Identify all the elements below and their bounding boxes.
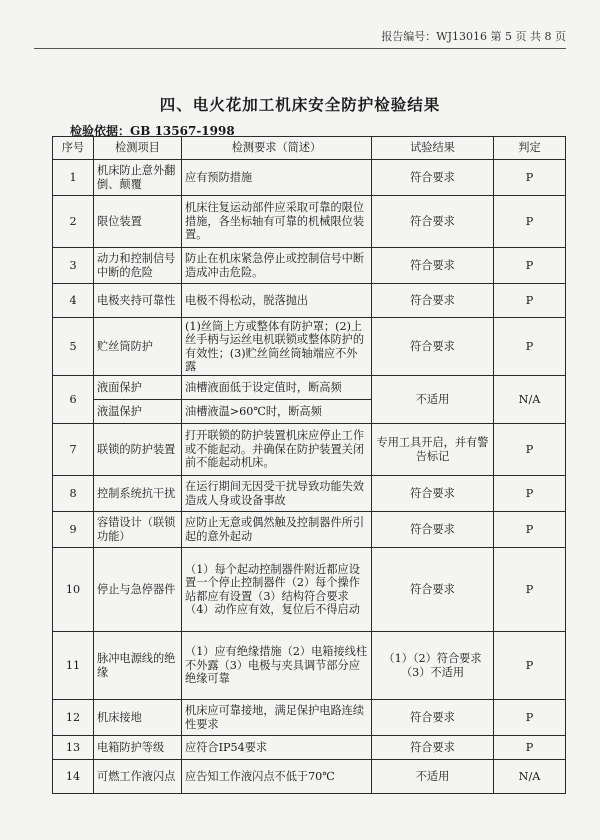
row-item: 容错设计（联锁功能） (94, 512, 182, 548)
row-judgement: N/A (494, 376, 566, 424)
row-judgement: P (494, 284, 566, 318)
row-number: 11 (53, 632, 94, 700)
row-item: 液温保护 (94, 400, 182, 424)
row-result: 符合要求 (372, 736, 494, 760)
table-row (53, 548, 566, 632)
table-row (53, 760, 566, 794)
row-judgement: P (494, 736, 566, 760)
row-judgement: P (494, 160, 566, 196)
row-number: 14 (53, 760, 94, 794)
row-number: 1 (53, 160, 94, 196)
row-item: 联锁的防护装置 (94, 424, 182, 476)
row-item: 动力和控制信号中断的危险 (94, 248, 182, 284)
results-table (52, 136, 566, 794)
row-judgement: P (494, 476, 566, 512)
row-requirement: 机床应可靠接地，满足保护电路连续性要求 (182, 700, 372, 736)
row-number: 4 (53, 284, 94, 318)
col-header-result: 试验结果 (372, 137, 494, 160)
row-judgement: P (494, 632, 566, 700)
row-item: 停止与急停器件 (94, 548, 182, 632)
row-result: 不适用 (372, 376, 494, 424)
row-item: 机床防止意外翻倒、颠覆 (94, 160, 182, 196)
row-number: 10 (53, 548, 94, 632)
row-requirement: 油槽液温>60℃时，断高频 (182, 400, 372, 424)
row-item: 可燃工作液闪点 (94, 760, 182, 794)
row-number: 3 (53, 248, 94, 284)
row-item: 限位装置 (94, 196, 182, 248)
row-item: 电极夹持可靠性 (94, 284, 182, 318)
table-header-row (53, 137, 566, 160)
row-requirement: 应有预防措施 (182, 160, 372, 196)
row-requirement: 应告知工作液闪点不低于70℃ (182, 760, 372, 794)
row-judgement: P (494, 318, 566, 376)
row-result: 符合要求 (372, 476, 494, 512)
table-row (53, 248, 566, 284)
table-row (53, 376, 566, 400)
col-header-judgement: 判定 (494, 137, 566, 160)
row-result: 符合要求 (372, 548, 494, 632)
row-result: 符合要求 (372, 318, 494, 376)
row-result: 符合要求 (372, 160, 494, 196)
row-judgement: N/A (494, 760, 566, 794)
row-judgement: P (494, 196, 566, 248)
row-number: 8 (53, 476, 94, 512)
row-requirement: 电极不得松动，脱落抛出 (182, 284, 372, 318)
table-row (53, 736, 566, 760)
row-result: 符合要求 (372, 512, 494, 548)
row-requirement: （1）应有绝缘措施（2）电箱接线柱不外露（3）电极与夹具调节部分应绝缘可靠 (182, 632, 372, 700)
row-judgement: P (494, 700, 566, 736)
row-result: 专用工具开启，并有警告标记 (372, 424, 494, 476)
row-result: 符合要求 (372, 700, 494, 736)
row-number: 6 (53, 376, 94, 424)
row-result: 符合要求 (372, 284, 494, 318)
row-result: 符合要求 (372, 248, 494, 284)
row-number: 9 (53, 512, 94, 548)
row-judgement: P (494, 548, 566, 632)
col-header-no: 序号 (53, 137, 94, 160)
col-header-item: 检测项目 (94, 137, 182, 160)
table-row (53, 424, 566, 476)
row-result: （1）（2）符合要求（3）不适用 (372, 632, 494, 700)
row-judgement: P (494, 512, 566, 548)
row-item: 贮丝筒防护 (94, 318, 182, 376)
table-row (53, 196, 566, 248)
row-number: 12 (53, 700, 94, 736)
row-requirement: 防止在机床紧急停止或控制信号中断造成冲击危险。 (182, 248, 372, 284)
table-row (53, 476, 566, 512)
row-judgement: P (494, 248, 566, 284)
row-item: 电箱防护等级 (94, 736, 182, 760)
row-result: 不适用 (372, 760, 494, 794)
inspection-basis: 检验依据：GB 13567-1998 (70, 124, 235, 138)
row-requirement: 打开联锁的防护装置机床应停止工作或不能起动。并确保在防护装置关闭前不能起动机床。 (182, 424, 372, 476)
table-row (53, 284, 566, 318)
row-requirement: (1)丝筒上方或整体有防护罩；(2)上丝手柄与运丝电机联锁或整体防护的有效性；(3)贮丝筒丝筒轴端应不外露 (182, 318, 372, 376)
row-number: 5 (53, 318, 94, 376)
row-requirement: 机床往复运动部件应采取可靠的限位措施，各坐标轴有可靠的机械限位装置。 (182, 196, 372, 248)
table-row (53, 318, 566, 376)
row-requirement: （1）每个起动控制器件附近都应设置一个停止控制器件（2）每个操作站都应有设置（3）结构符合要求（4）动作应有效，复位后不得启动 (182, 548, 372, 632)
page-header (34, 22, 566, 49)
page-title: 四、电火花加工机床安全防护检验结果 (159, 95, 441, 114)
table-row (53, 160, 566, 196)
row-item: 脉冲电源线的绝缘 (94, 632, 182, 700)
row-item: 液面保护 (94, 376, 182, 400)
row-judgement: P (494, 424, 566, 476)
col-header-requirement: 检测要求（简述） (182, 137, 372, 160)
table-row (53, 512, 566, 548)
table-row (53, 632, 566, 700)
row-requirement: 应符合IP54要求 (182, 736, 372, 760)
report-number: 报告编号：WJ13016 第 5 页 共 8 页 (381, 30, 566, 43)
row-item: 控制系统抗干扰 (94, 476, 182, 512)
row-requirement: 应防止无意或偶然触及控制器件所引起的意外起动 (182, 512, 372, 548)
row-number: 13 (53, 736, 94, 760)
table-row (53, 700, 566, 736)
row-item: 机床接地 (94, 700, 182, 736)
row-result: 符合要求 (372, 196, 494, 248)
row-number: 2 (53, 196, 94, 248)
row-requirement: 油槽液面低于设定值时，断高频 (182, 376, 372, 400)
row-number: 7 (53, 424, 94, 476)
row-requirement: 在运行期间无因受干扰导致功能失效造成人身或设备事故 (182, 476, 372, 512)
